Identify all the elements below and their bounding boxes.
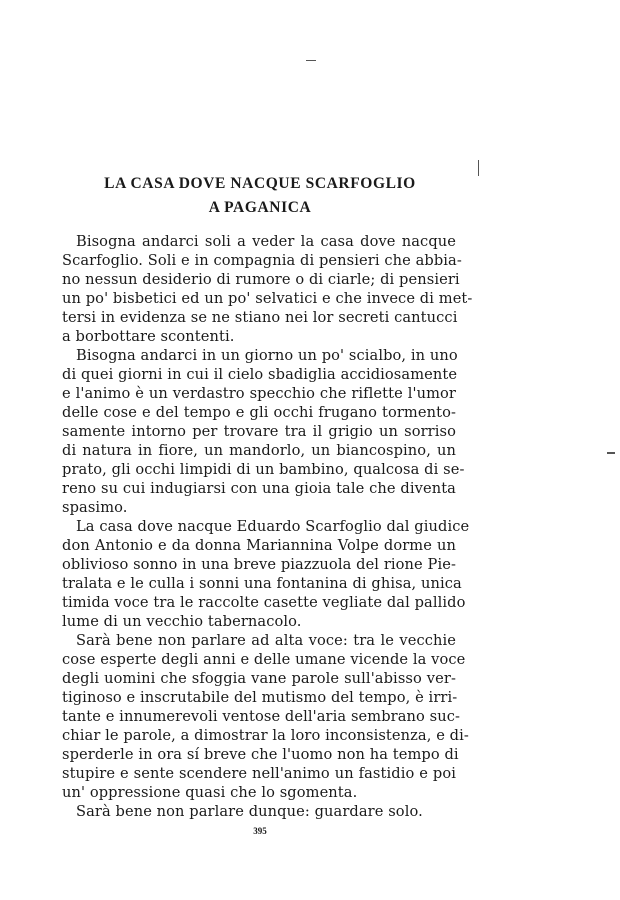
text-line: spasimo. (62, 499, 128, 516)
text-line: La casa dove nacque Eduardo Scarfoglio dal giudice (76, 518, 470, 535)
chapter-title-line-1: LA CASA DOVE NACQUE SCARFOGLIO (104, 175, 416, 192)
text-line: tiginoso e inscrutabile del mutismo del tempo, è irri- (62, 689, 458, 706)
text-line: un po' bisbetici ed un po' selvatici e che invece di met- (62, 290, 473, 307)
chapter-title-line-2: A PAGANICA (208, 199, 312, 216)
text-line: tralata e le culla i sonni una fontanina di ghisa, unica (62, 575, 462, 592)
text-line: cose esperte degli anni e delle umane vicende la voce (62, 651, 466, 668)
text-line: Bisogna andarci soli a veder la casa dove nacque (76, 233, 456, 250)
text-line: di natura in fiore, un mandorlo, un biancospino, un (62, 442, 456, 459)
text-line: degli uomini che sfoggia vane parole sull'abisso ver- (62, 670, 456, 687)
text-line: sperderle in ora sí breve che l'uomo non ha tempo di (62, 746, 459, 763)
scan-mark-edge (607, 452, 615, 454)
text-line: reno su cui indugiarsi con una gioia tale che diventa (62, 480, 456, 497)
text-line: tante e innumerevoli ventose dell'aria sembrano suc- (62, 708, 461, 725)
text-line: Sarà bene non parlare dunque: guardare solo. (76, 803, 423, 820)
scan-mark-right (478, 160, 479, 176)
text-line: prato, gli occhi limpidi di un bambino, qualcosa di se- (62, 461, 465, 478)
text-line: no nessun desiderio di rumore o di ciarle; di pensieri (62, 271, 460, 288)
scan-mark-top (306, 60, 316, 61)
text-line: don Antonio e da donna Mariannina Volpe dorme un (62, 537, 456, 554)
text-line: chiar le parole, a dimostrar la loro inconsistenza, e di- (62, 727, 469, 744)
text-line: timida voce tra le raccolte casette vegliate dal pallido (62, 594, 466, 611)
text-line: tersi in evidenza se ne stiano nei lor secreti cantucci (62, 309, 458, 326)
text-line: a borbottare scontenti. (62, 328, 235, 345)
text-line: Bisogna andarci in un giorno un po' scialbo, in uno (76, 347, 458, 364)
text-line: lume di un vecchio tabernacolo. (62, 613, 302, 630)
text-line: stupire e sente scendere nell'animo un fastidio e poi (62, 765, 456, 782)
page-number: 395 (253, 826, 267, 836)
text-line: un' oppressione quasi che lo sgomenta. (62, 784, 358, 801)
text-line: e l'animo è un verdastro specchio che riflette l'umor (62, 385, 456, 402)
text-line: delle cose e del tempo e gli occhi frugano tormento- (62, 404, 456, 421)
text-line: Scarfoglio. Soli e in compagnia di pensieri che abbia- (62, 252, 462, 269)
text-line: oblivioso sonno in una breve piazzuola del rione Pie- (62, 556, 456, 573)
text-line: Sarà bene non parlare ad alta voce: tra le vecchie (76, 632, 456, 649)
text-line: samente intorno per trovare tra il grigio un sorriso (62, 423, 456, 440)
text-line: di quei giorni in cui il cielo sbadiglia accidiosamente (62, 366, 458, 383)
